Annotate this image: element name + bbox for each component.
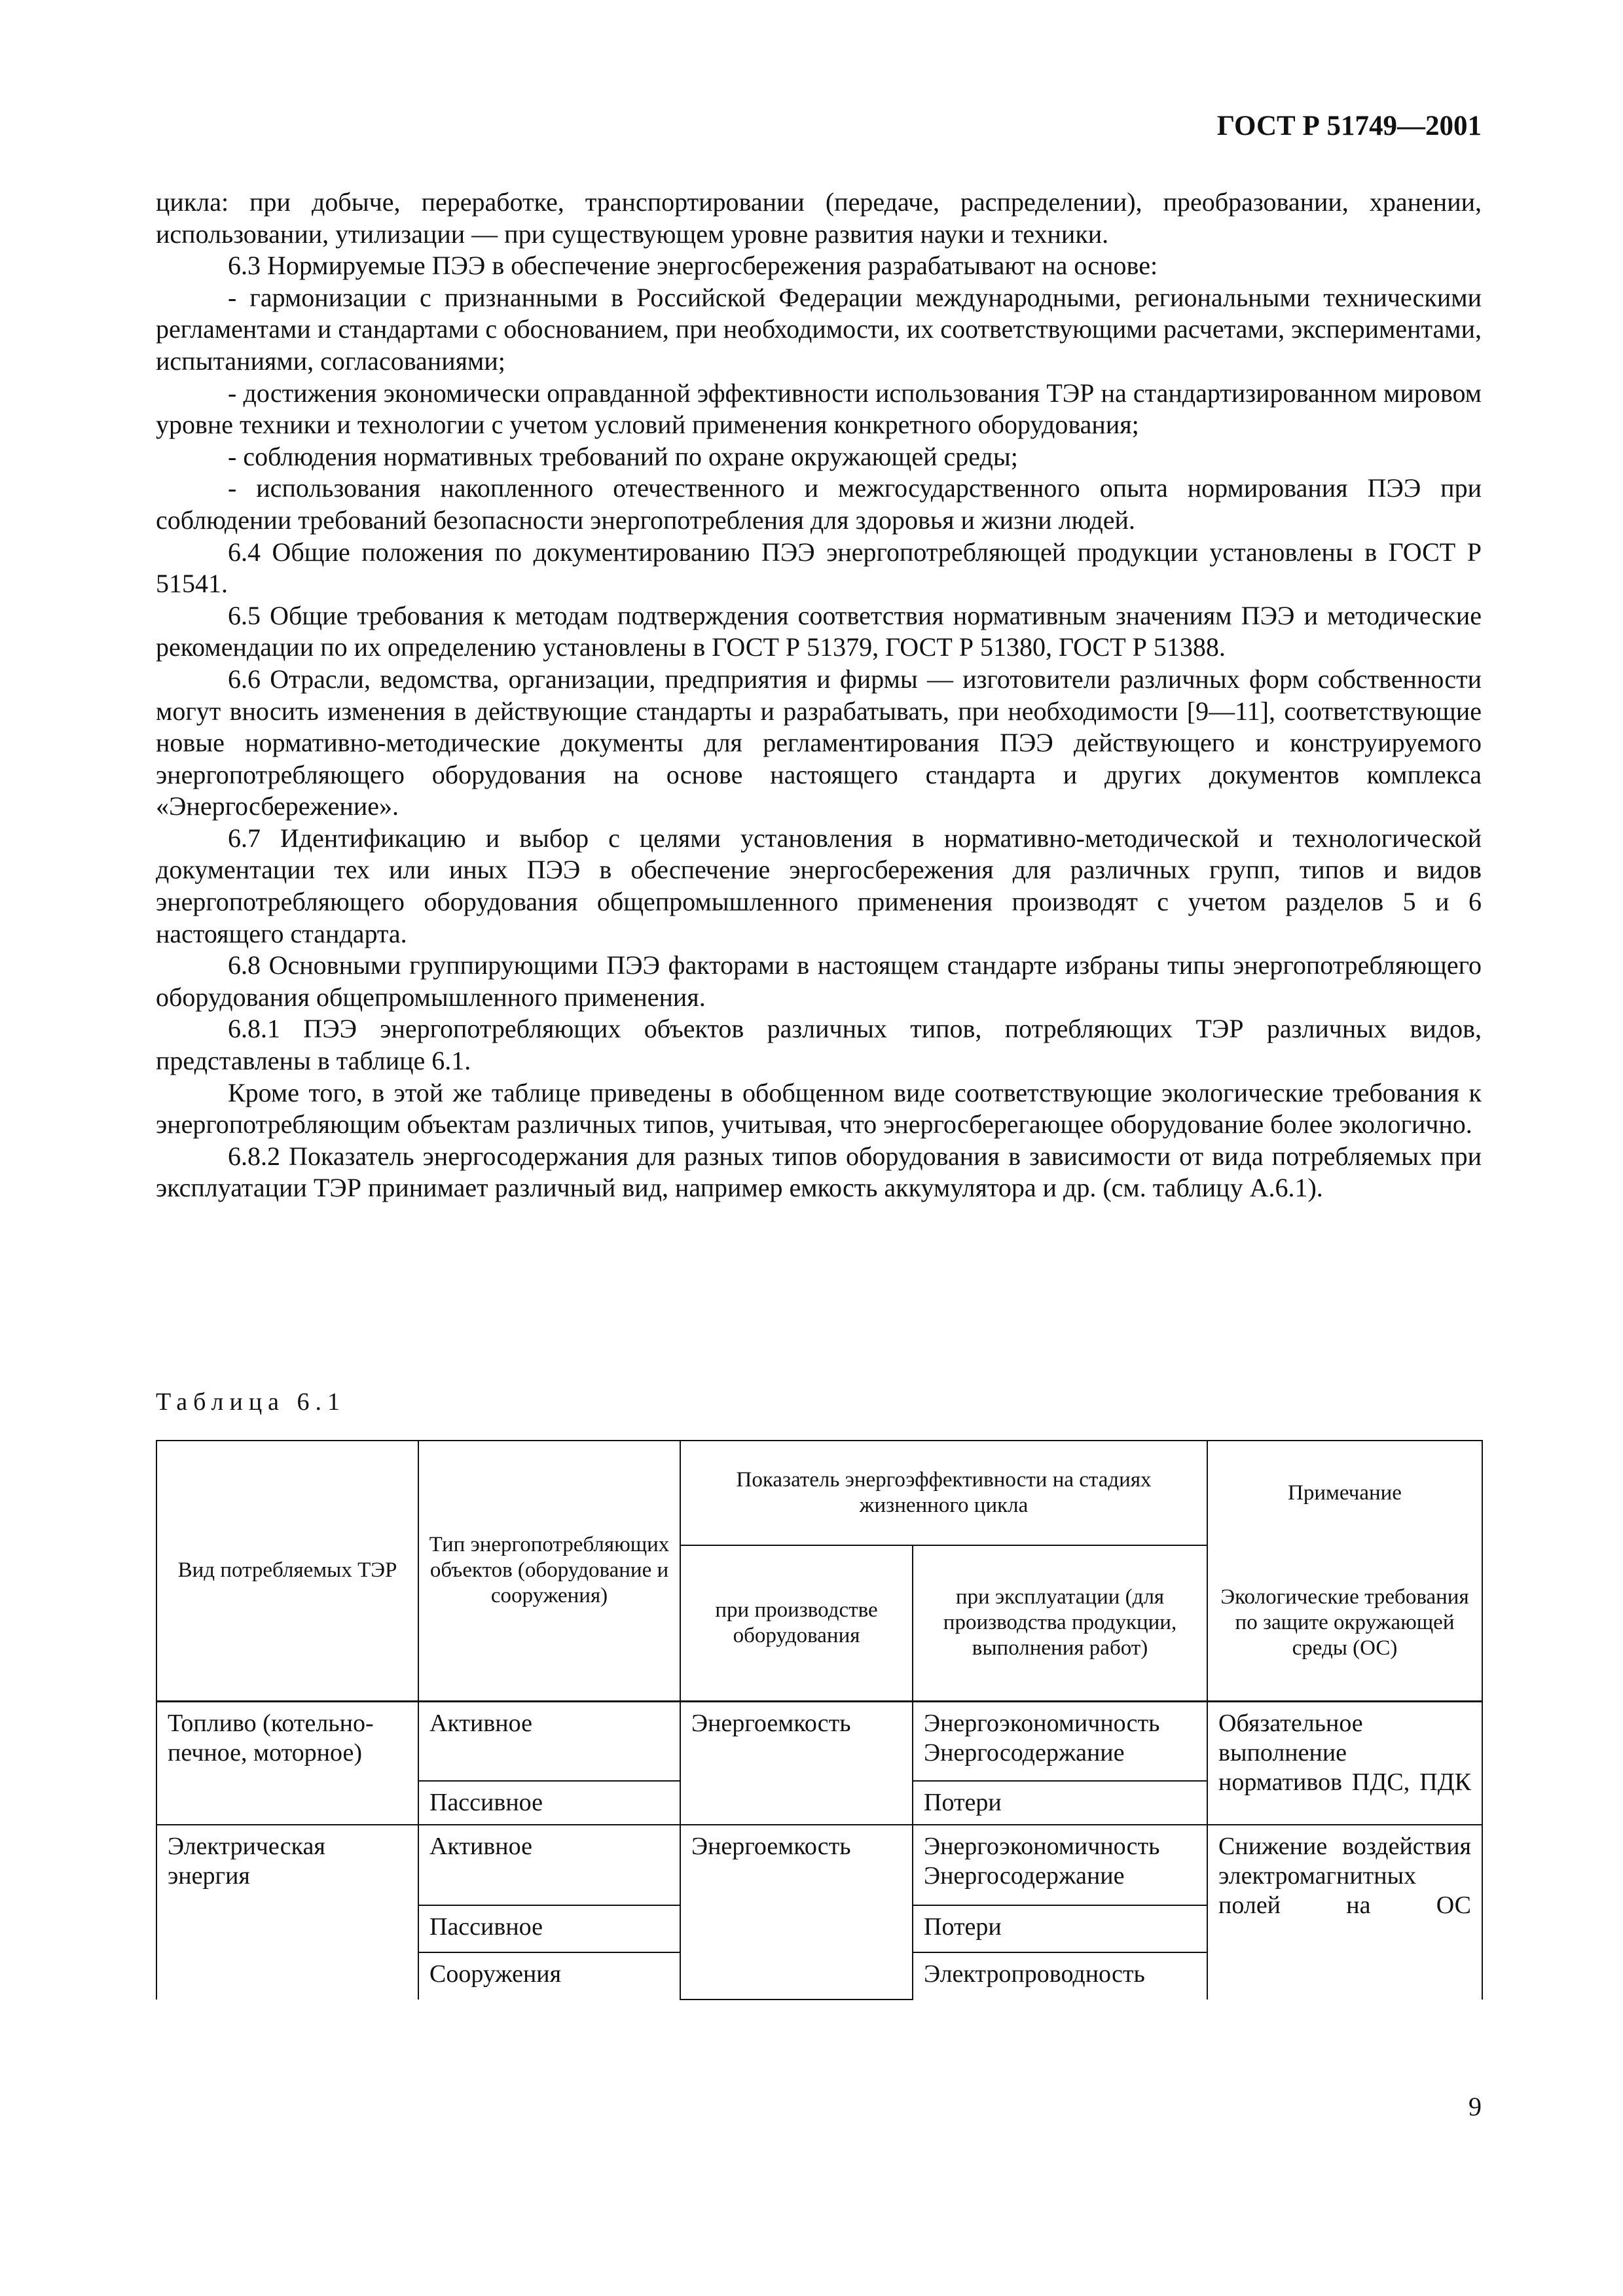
paragraph: 6.6 Отрасли, ведомства, организации, предприятия и фирмы — изготовители различных форм собственности могут вносить изменения в действующие стандарты и разрабатывать, при необходимости [9—11], соответствующие новые нормативно-методические документы для регламентирования ПЭЭ действующего и конструируемого энергопотребляющего оборудования на основе настоящего стандарта и других документов комплекса «Энергосбережение».	[156, 664, 1482, 821]
cell-note: Снижение воздействия электромагнитных полей на ОС	[1207, 1825, 1482, 2000]
header-production: при производстве оборудования	[680, 1545, 913, 1701]
cell-production: Энергоемкость	[680, 1825, 913, 2000]
paragraph: 6.8 Основными группирующими ПЭЭ факторами в настоящем стандарте избраны типы энергопотребляющего оборудования общепромышленного применения.	[156, 950, 1482, 1012]
cell-operation: Энергоэкономичность Энергосодержание	[913, 1825, 1207, 1905]
paragraph: - достижения экономически оправданной эффективности использования ТЭР на стандартизированном мировом уровне техники и технологии с учетом условий применения конкретного оборудования;	[156, 378, 1482, 440]
paragraph: 6.4 Общие положения по документированию ПЭЭ энергопотребляющей продукции установлены в ГОСТ Р 51541.	[156, 537, 1482, 599]
paragraph: Кроме того, в этой же таблице приведены в обобщенном виде соответствующие экологические требования к энергопотребляющим объектам различных типов, учитывая, что энергосберегающее оборудование более экологично.	[156, 1077, 1482, 1139]
paragraph: 6.8.1 ПЭЭ энергопотребляющих объектов различных типов, потребляющих ТЭР различных видов, представлены в таблице 6.1.	[156, 1014, 1482, 1076]
paragraph: - гармонизации с признанными в Российской Федерации международными, региональными техническими регламентами и стандартами с обоснованием, при необходимости, их соответствующими расчетами, экспериментами, испытаниями, согласованиями;	[156, 282, 1482, 376]
document-code: ГОСТ Р 51749—2001	[1216, 111, 1482, 141]
header-operation: при эксплуатации (для производства продукции, выполнения работ)	[913, 1545, 1207, 1701]
paragraph: - соблюдения нормативных требований по охране окружающей среды;	[228, 441, 1018, 471]
cell-operation: Энергоэкономичность Энергосодержание	[913, 1701, 1207, 1781]
paragraph: 6.7 Идентификацию и выбор с целями установления в нормативно-методической и технологической документации тех или иных ПЭЭ в обеспечение энергосбережения для различных групп, типов и видов энергопотребляющего оборудования общепромышленного применения производят с учетом разделов 5 и 6 настоящего стандарта.	[156, 823, 1482, 948]
header-resource-type: Вид потребляемых ТЭР	[156, 1441, 418, 1701]
header-efficiency-indicator: Показатель энергоэффективности на стадиях жизненного цикла	[680, 1441, 1207, 1545]
cell-type: Активное	[418, 1701, 680, 1781]
table-caption: Таблица 6.1	[156, 1388, 346, 1416]
table-row	[156, 1825, 1482, 1905]
cell-type: Сооружения	[418, 1952, 680, 2000]
paragraph: 6.8.2 Показатель энергосодержания для разных типов оборудования в зависимости от вида потребляемых при эксплуатации ТЭР принимает различный вид, например емкость аккумулятора и др. (см. таблицу А.6.1).	[156, 1141, 1482, 1203]
cell-type: Активное	[418, 1825, 680, 1905]
cell-resource: Электрическая энергия	[156, 1825, 418, 2000]
paragraph: 6.5 Общие требования к методам подтверждения соответствия нормативным значениям ПЭЭ и методические рекомендации по их определению установлены в ГОСТ Р 51379, ГОСТ Р 51380, ГОСТ Р 51388.	[156, 600, 1482, 662]
cell-type: Пассивное	[418, 1905, 680, 1952]
cell-operation: Электропроводность	[913, 1952, 1207, 2000]
page-number: 9	[1468, 2092, 1482, 2121]
header-object-type: Тип энергопотребляющих объектов (оборудование и сооружения)	[418, 1441, 680, 1701]
body-text	[156, 187, 1482, 1204]
cell-note: Обязательное выполнение нормативов ПДС, ПДК	[1207, 1701, 1482, 1825]
paragraph: - использования накопленного отечественного и межгосударственного опыта нормирования ПЭЭ при соблюдении требований безопасности энергопотребления для здоровья и жизни людей.	[156, 473, 1482, 535]
cell-resource: Топливо (котельно-печное, моторное)	[156, 1701, 418, 1825]
cell-operation: Потери	[913, 1781, 1207, 1825]
table-6-1	[156, 1440, 1483, 2000]
cell-production: Энергоемкость	[680, 1701, 913, 1825]
table-row	[156, 1701, 1482, 1781]
paragraph: 6.3 Нормируемые ПЭЭ в обеспечение энергосбережения разрабатывают на основе:	[228, 251, 1158, 281]
header-environment: Экологические требования по защите окружающей среды (ОС)	[1207, 1545, 1482, 1701]
cell-type: Пассивное	[418, 1781, 680, 1825]
cell-operation: Потери	[913, 1905, 1207, 1952]
paragraph: цикла: при добыче, переработке, транспортировании (передаче, распределении), преобразовании, хранении, использовании, утилизации — при существующем уровне развития науки и техники.	[156, 187, 1482, 249]
header-note: Примечание	[1207, 1441, 1482, 1545]
